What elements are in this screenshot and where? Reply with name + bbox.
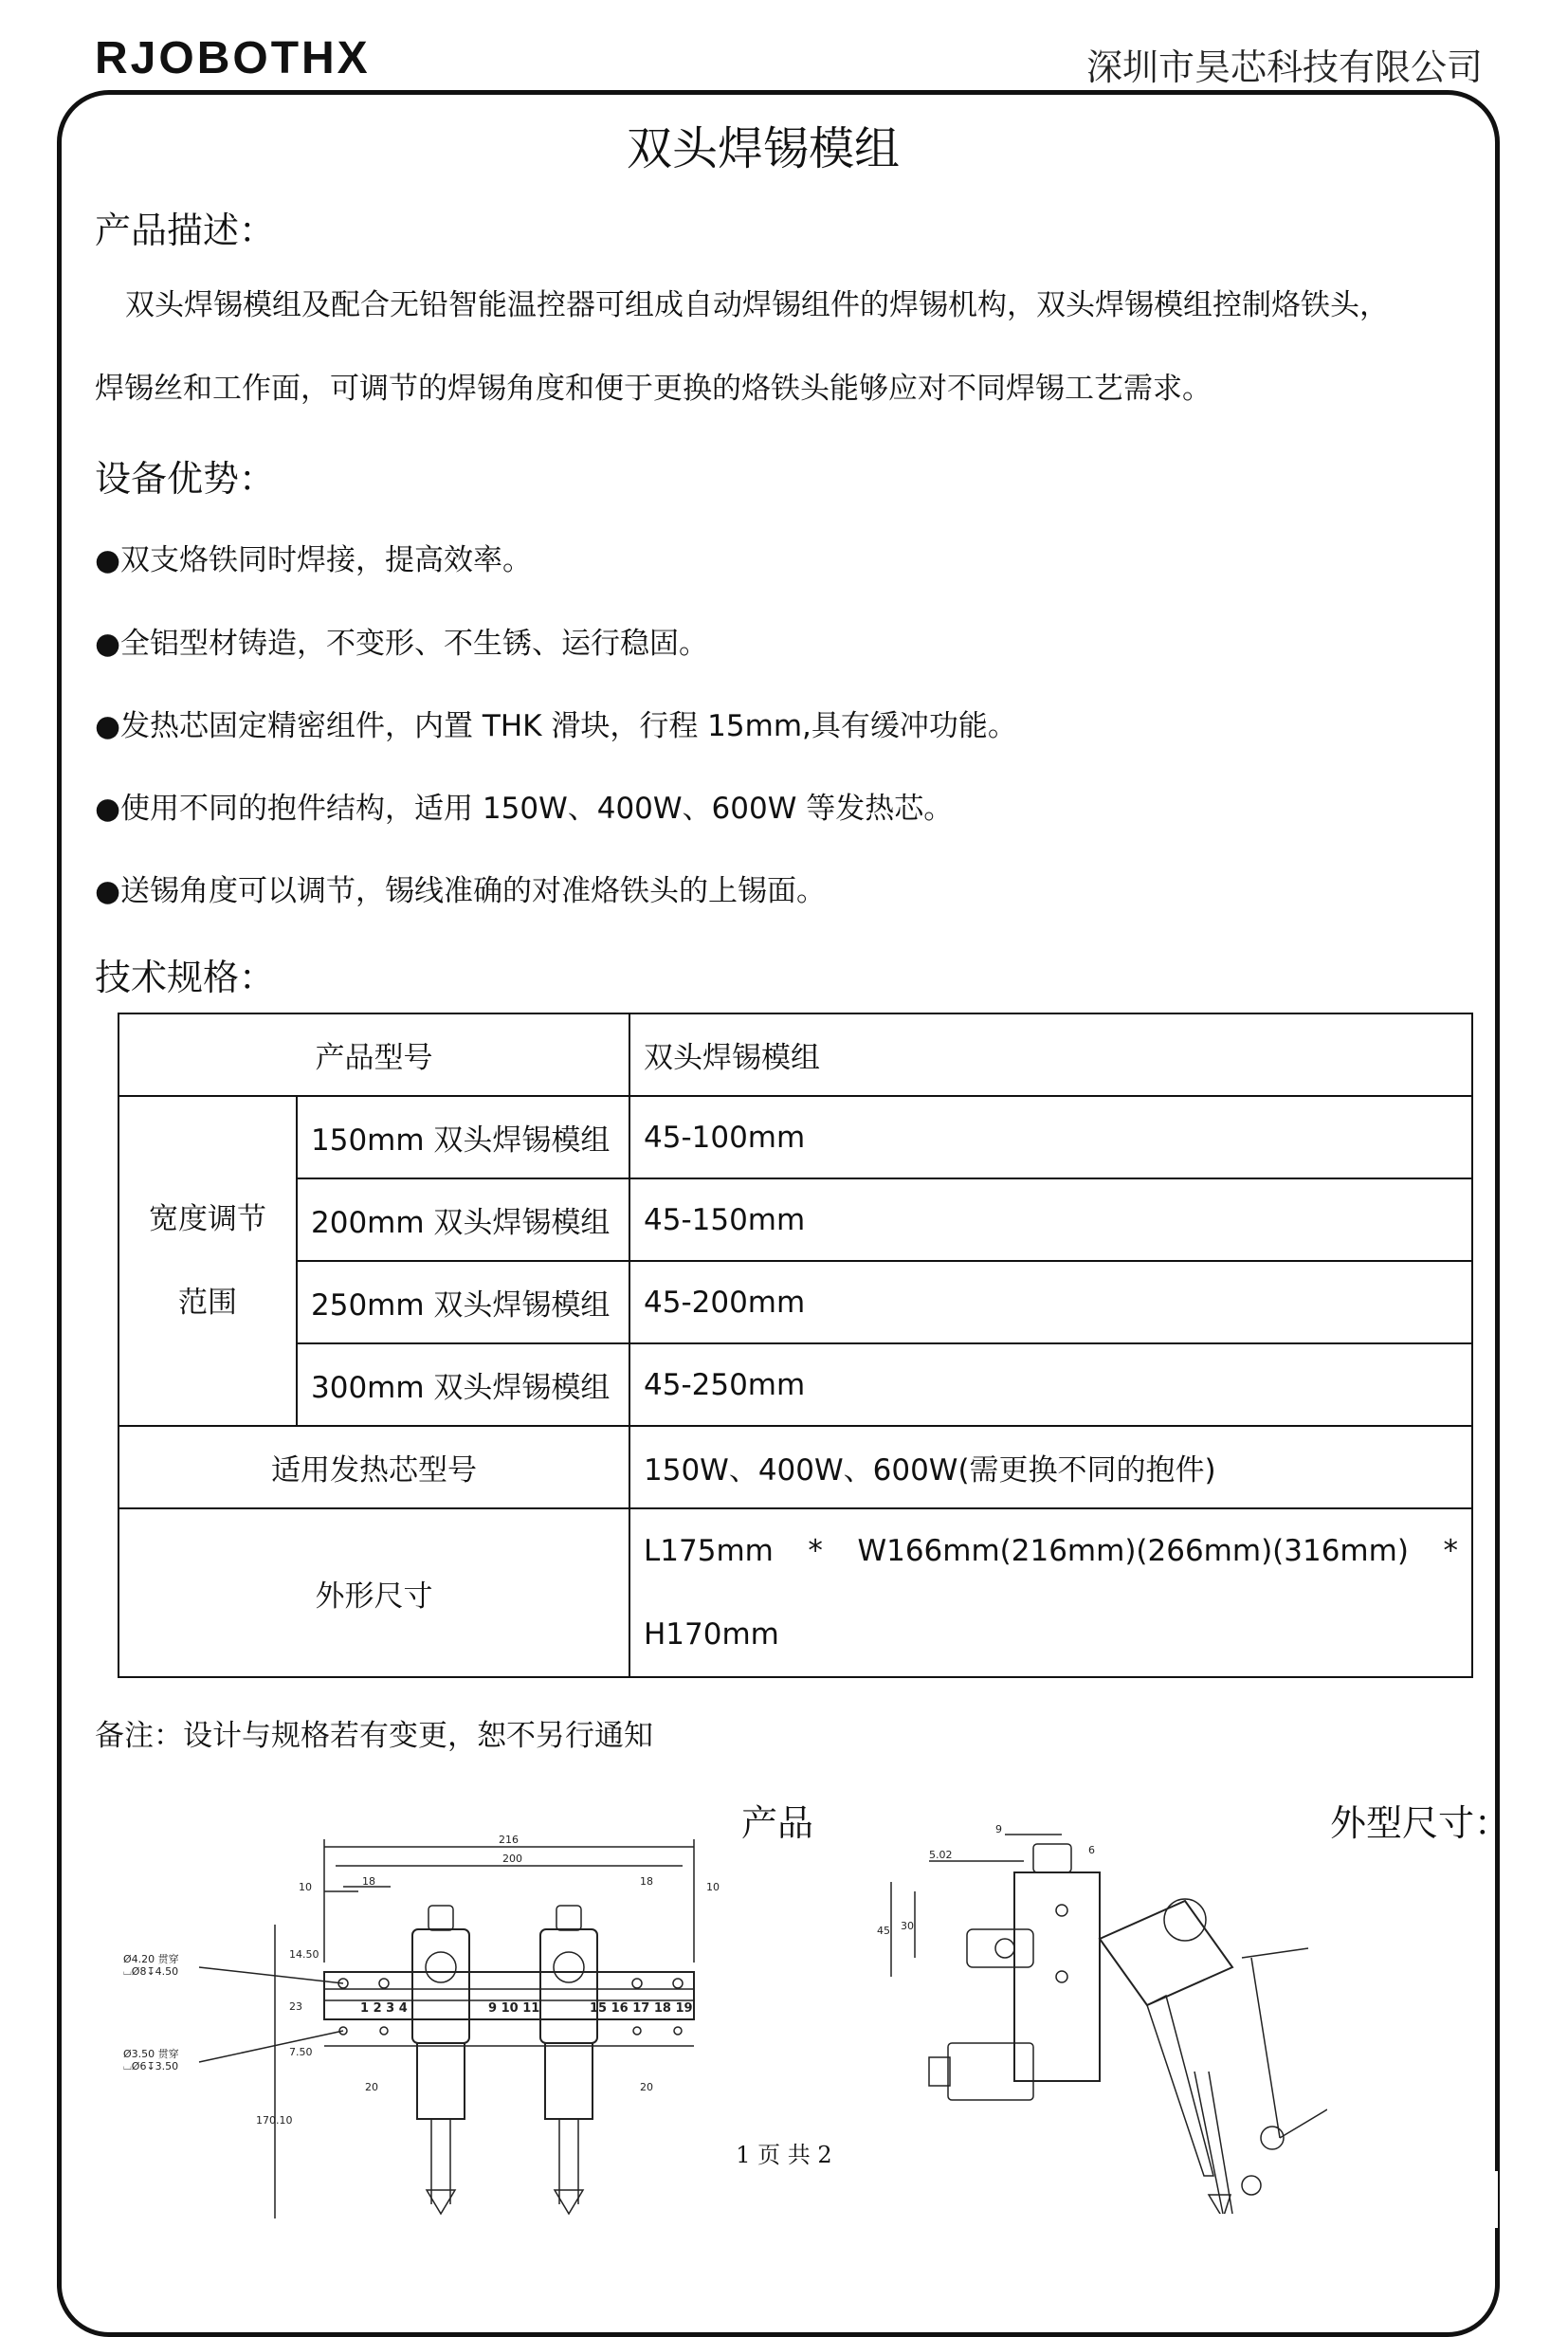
- specs-heading: 技术规格：: [95, 957, 276, 998]
- range-label: 宽度调节 范围: [119, 1096, 297, 1426]
- advantage-item: ●全铝型材铸造，不变形、不生锈、运行稳固。: [95, 627, 709, 661]
- hole-callout: Ø3.50 贯穿: [123, 2048, 179, 2060]
- advantage-item: ●发热芯固定精密组件，内置 THK 滑块，行程 15mm,具有缓冲功能。: [95, 709, 1017, 743]
- scale-marks: 9 10 11: [488, 2001, 540, 2016]
- dim-23: 23: [289, 2000, 302, 2013]
- advantages-heading: 设备优势：: [95, 458, 276, 500]
- scale-marks: 1 2 3 4: [360, 2001, 408, 2016]
- table-row: [119, 1178, 1472, 1261]
- product-caption: 产品: [741, 1802, 814, 1844]
- dim-200: 200: [502, 1853, 522, 1865]
- dim-14-50: 14.50: [289, 1948, 319, 1961]
- dim-30: 30: [901, 1920, 914, 1932]
- dim-10: 10: [299, 1881, 312, 1893]
- table-row: [119, 1261, 1472, 1343]
- hole-callout: Ø4.20 贯穿: [123, 1953, 179, 1965]
- advantage-item: ●使用不同的抱件结构，适用 150W、400W、600W 等发热芯。: [95, 792, 954, 826]
- company-name: 深圳市昊芯科技有限公司: [1085, 46, 1483, 88]
- range-value: 45-150mm: [629, 1178, 1472, 1261]
- document-title: 双头焊锡模组: [626, 122, 900, 175]
- page-number: 1 页 共 2: [736, 2142, 832, 2168]
- dimensions-caption: 外型尺寸：: [1330, 1802, 1511, 1844]
- dim-5-02: 5.02: [929, 1849, 953, 1861]
- dim-20: 20: [365, 2081, 378, 2093]
- model-value: 双头焊锡模组: [629, 1013, 1472, 1096]
- table-row: [119, 1508, 1472, 1677]
- advantage-item: ●双支烙铁同时焊接，提高效率。: [95, 543, 533, 577]
- scale-marks: 15 16 17 18 19: [590, 2001, 693, 2016]
- core-value: 150W、400W、600W(需更换不同的抱件): [629, 1426, 1472, 1508]
- dim-10: 10: [706, 1881, 720, 1893]
- range-value: 45-200mm: [629, 1261, 1472, 1343]
- range-model: 300mm 双头焊锡模组: [297, 1343, 629, 1426]
- dim-6: 6: [1088, 1844, 1095, 1856]
- description-line-1: 双头焊锡模组及配合无铅智能温控器可组成自动焊锡组件的焊锡机构，双头焊锡模组控制烙铁头，: [125, 288, 1389, 322]
- core-label: 适用发热芯型号: [119, 1426, 629, 1508]
- dim-45: 45: [877, 1925, 890, 1937]
- dim-18: 18: [640, 1875, 653, 1888]
- description-heading: 产品描述：: [95, 210, 276, 251]
- range-value: 45-100mm: [629, 1096, 1472, 1178]
- dim-170-10: 170.10: [256, 2114, 293, 2127]
- model-label: 产品型号: [119, 1013, 629, 1096]
- description-line-2: 焊锡丝和工作面，可调节的焊锡角度和便于更换的烙铁头能够应对不同焊锡工艺需求。: [95, 372, 1212, 406]
- company-logo: RJOBOTHX: [95, 33, 371, 83]
- hole-callout: ⌴Ø8↧4.50: [123, 1965, 179, 1978]
- range-model: 200mm 双头焊锡模组: [297, 1178, 629, 1261]
- range-model: 150mm 双头焊锡模组: [297, 1096, 629, 1178]
- disclaimer-note: 备注：设计与规格若有变更，恕不另行通知: [95, 1719, 653, 1753]
- advantage-item: ●送锡角度可以调节，锡线准确的对准烙铁头的上锡面。: [95, 874, 827, 908]
- range-value: 45-250mm: [629, 1343, 1472, 1426]
- dim-7-50: 7.50: [289, 2046, 313, 2058]
- spec-table: [118, 1013, 1473, 1678]
- dim-216: 216: [499, 1834, 519, 1846]
- table-row: [119, 1096, 1472, 1178]
- table-row: [119, 1013, 1472, 1096]
- hole-callout: ⌴Ø6↧3.50: [123, 2060, 179, 2072]
- dim-20: 20: [640, 2081, 653, 2093]
- dim-9: 9: [995, 1825, 1002, 1835]
- dimension-value: L175mm * W166mm(216mm)(266mm)(316mm) * H170mm: [629, 1508, 1472, 1677]
- dimension-label: 外形尺寸: [119, 1508, 629, 1677]
- table-row: [119, 1343, 1472, 1426]
- range-model: 250mm 双头焊锡模组: [297, 1261, 629, 1343]
- table-row: [119, 1426, 1472, 1508]
- dim-18: 18: [362, 1875, 375, 1888]
